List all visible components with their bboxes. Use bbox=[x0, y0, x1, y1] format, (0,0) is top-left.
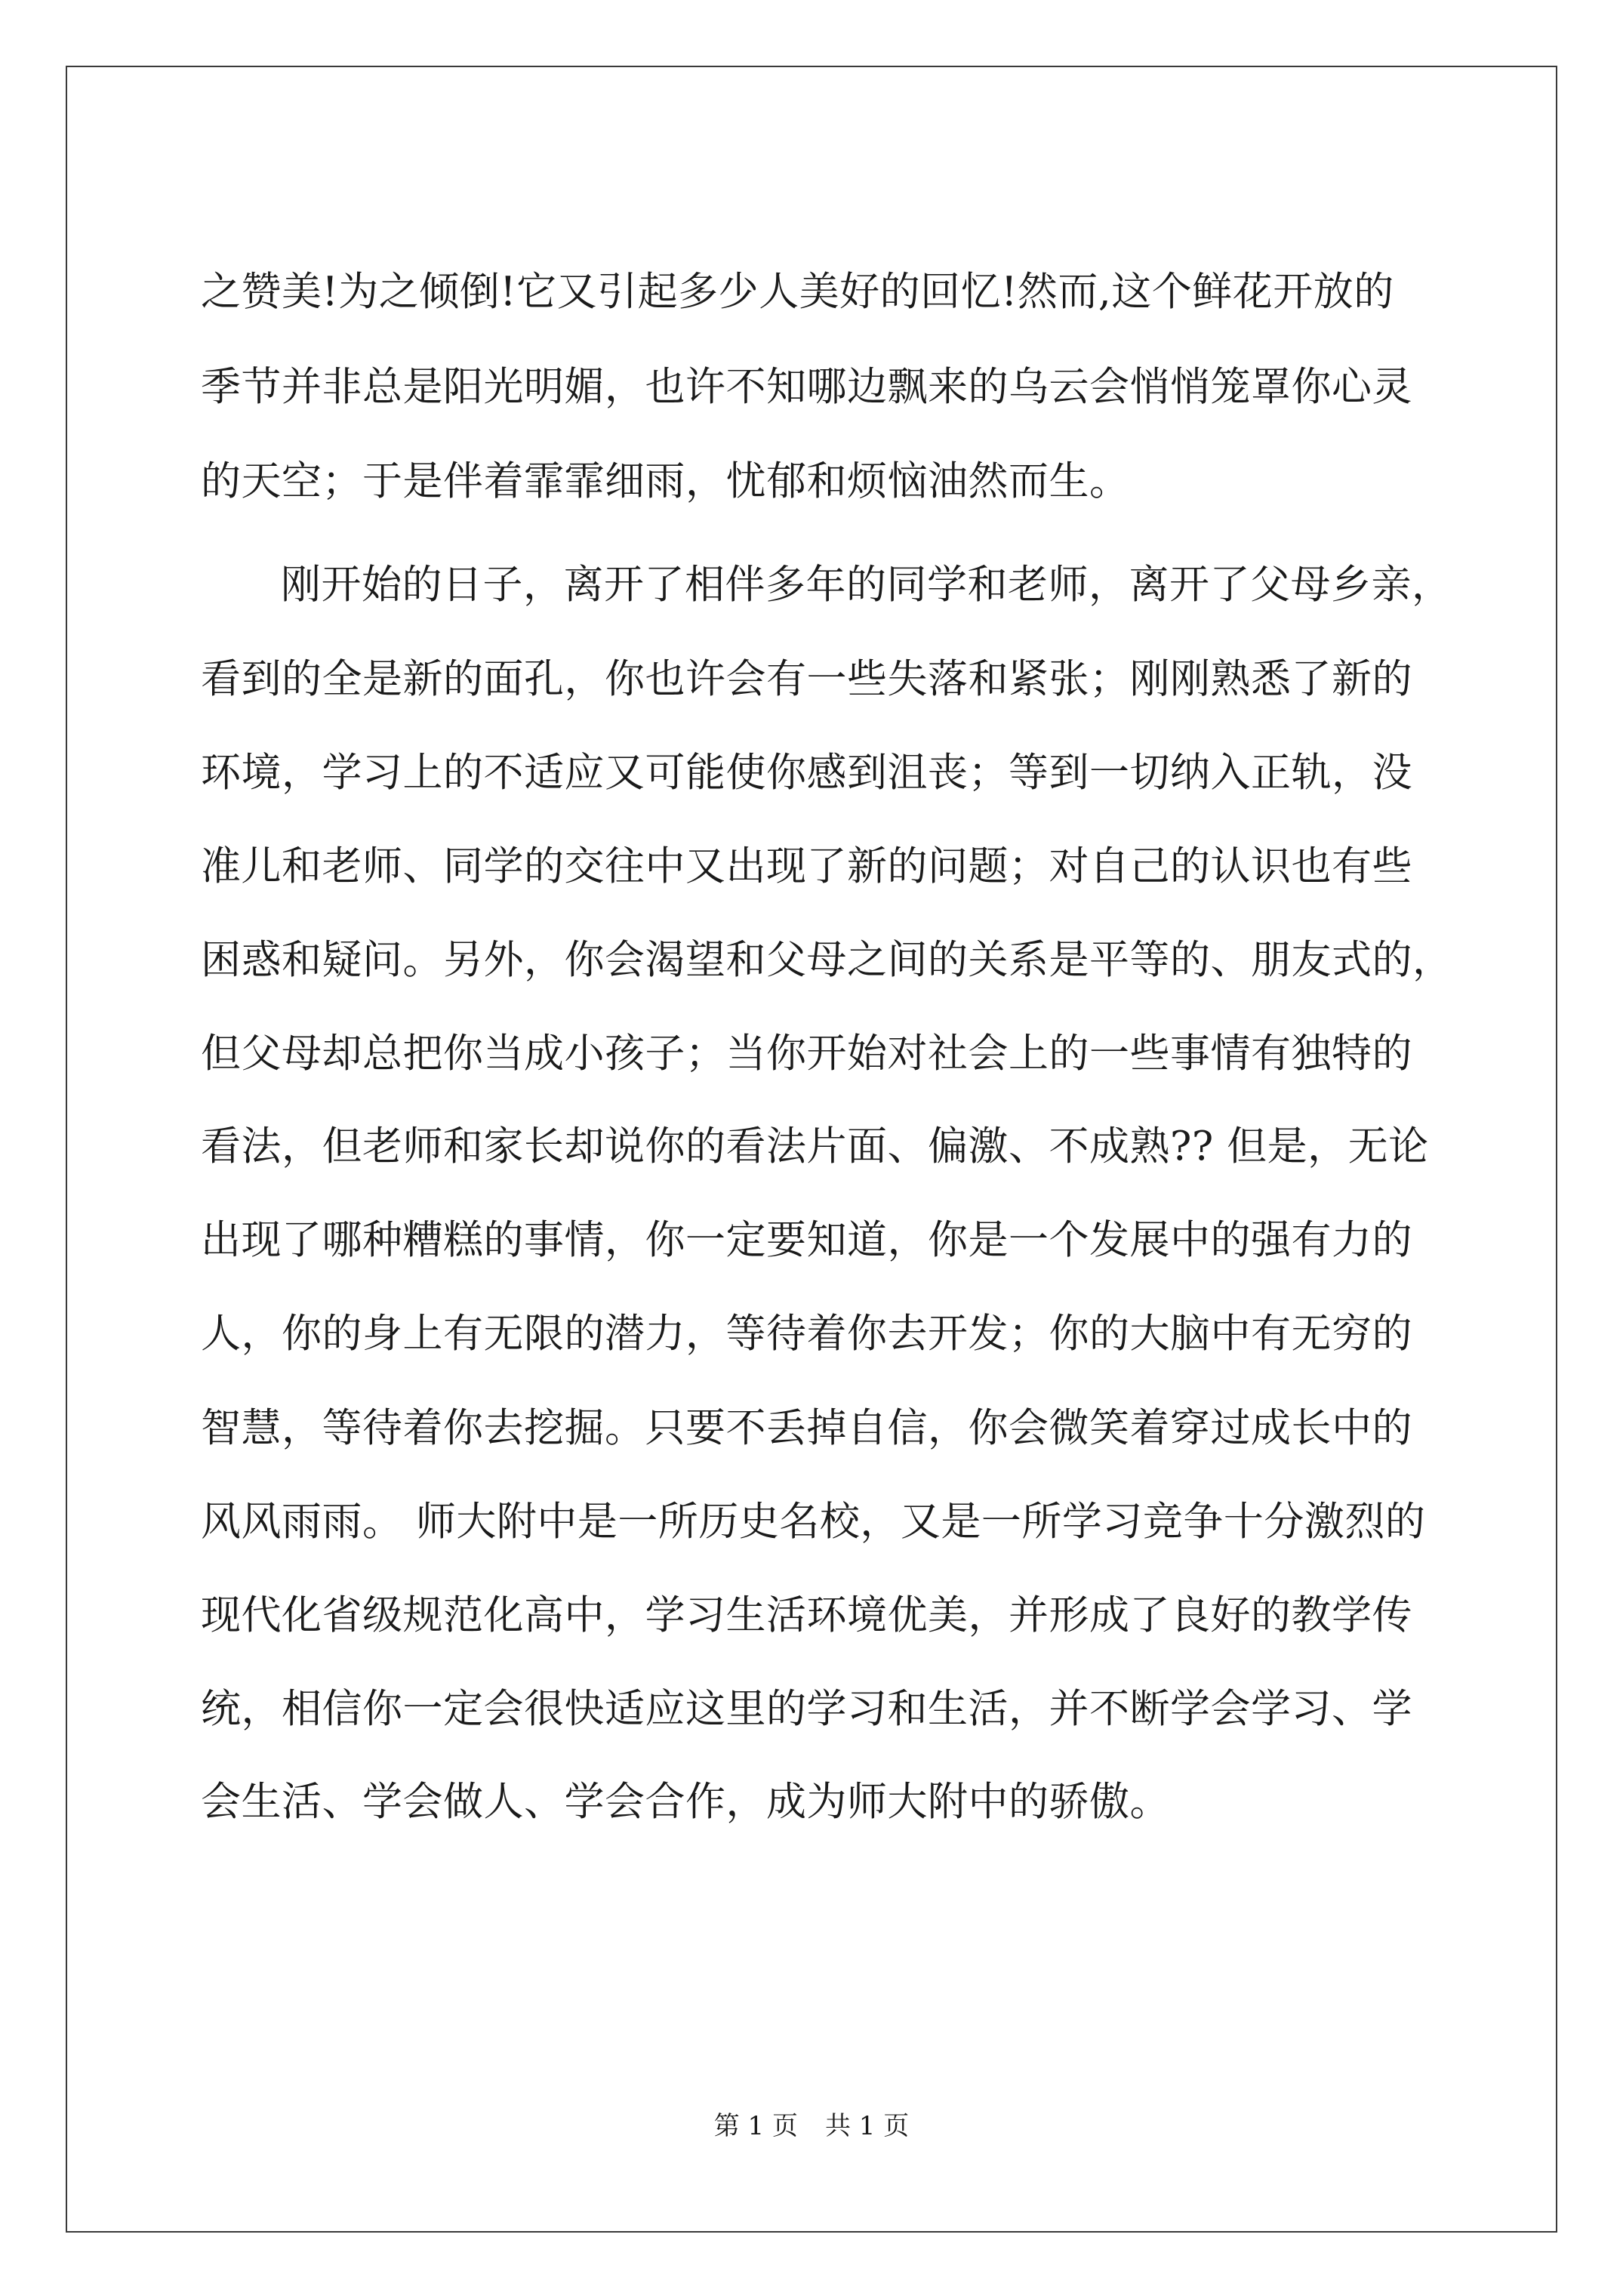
text-line: 看法，但老师和家长却说你的看法片面、偏激、不成熟?? 但是，无论 bbox=[201, 1123, 1429, 1170]
text-line: 准儿和老师、同学的交往中又出现了新的问题；对自己的认识也有些 bbox=[201, 843, 1412, 889]
text-line: 风风雨雨。 师大附中是一所历史名校，又是一所学习竞争十分激烈的 bbox=[201, 1499, 1426, 1545]
body-text bbox=[67, 67, 1556, 2231]
text-line: 出现了哪种糟糕的事情，你一定要知道，你是一个发展中的强有力的 bbox=[201, 1217, 1412, 1263]
text-line: 统，相信你一定会很快适应这里的学习和生活，并不断学会学习、学 bbox=[201, 1686, 1412, 1732]
text-line: 现代化省级规范化高中，学习生活环境优美，并形成了良好的教学传 bbox=[201, 1592, 1412, 1638]
text-line: 人，你的身上有无限的潜力，等待着你去开发；你的大脑中有无穷的 bbox=[201, 1311, 1412, 1357]
text-line: 季节并非总是阳光明媚，也许不知哪边飘来的乌云会悄悄笼罩你心灵 bbox=[201, 364, 1412, 410]
page-frame bbox=[66, 66, 1557, 2233]
text-line: 之赞美!为之倾倒!它又引起多少人美好的回忆!然而,这个鲜花开放的 bbox=[201, 269, 1394, 315]
text-line: 但父母却总把你当成小孩子；当你开始对社会上的一些事情有独特的 bbox=[201, 1031, 1412, 1077]
page-number-current: 第 1 页 bbox=[713, 2111, 798, 2141]
text-line: 智慧，等待着你去挖掘。只要不丢掉自信，你会微笑着穿过成长中的 bbox=[201, 1405, 1412, 1451]
text-line: 困惑和疑问。另外，你会渴望和父母之间的关系是平等的、朋友式的， bbox=[201, 937, 1453, 983]
text-line: 环境，学习上的不适应又可能使你感到沮丧；等到一切纳入正轨，没 bbox=[201, 750, 1412, 796]
text-line-paragraph-start: 刚开始的日子，离开了相伴多年的同学和老师，离开了父母乡亲， bbox=[281, 562, 1452, 608]
text-line: 看到的全是新的面孔，你也许会有一些失落和紧张；刚刚熟悉了新的 bbox=[201, 656, 1412, 702]
text-line: 会生活、学会做人、学会合作，成为师大附中的骄傲。 bbox=[201, 1779, 1170, 1825]
page-number-total: 共 1 页 bbox=[825, 2111, 910, 2141]
page-footer bbox=[67, 2110, 1556, 2143]
text-line: 的天空；于是伴着霏霏细雨，忧郁和烦恼油然而生。 bbox=[201, 458, 1130, 504]
